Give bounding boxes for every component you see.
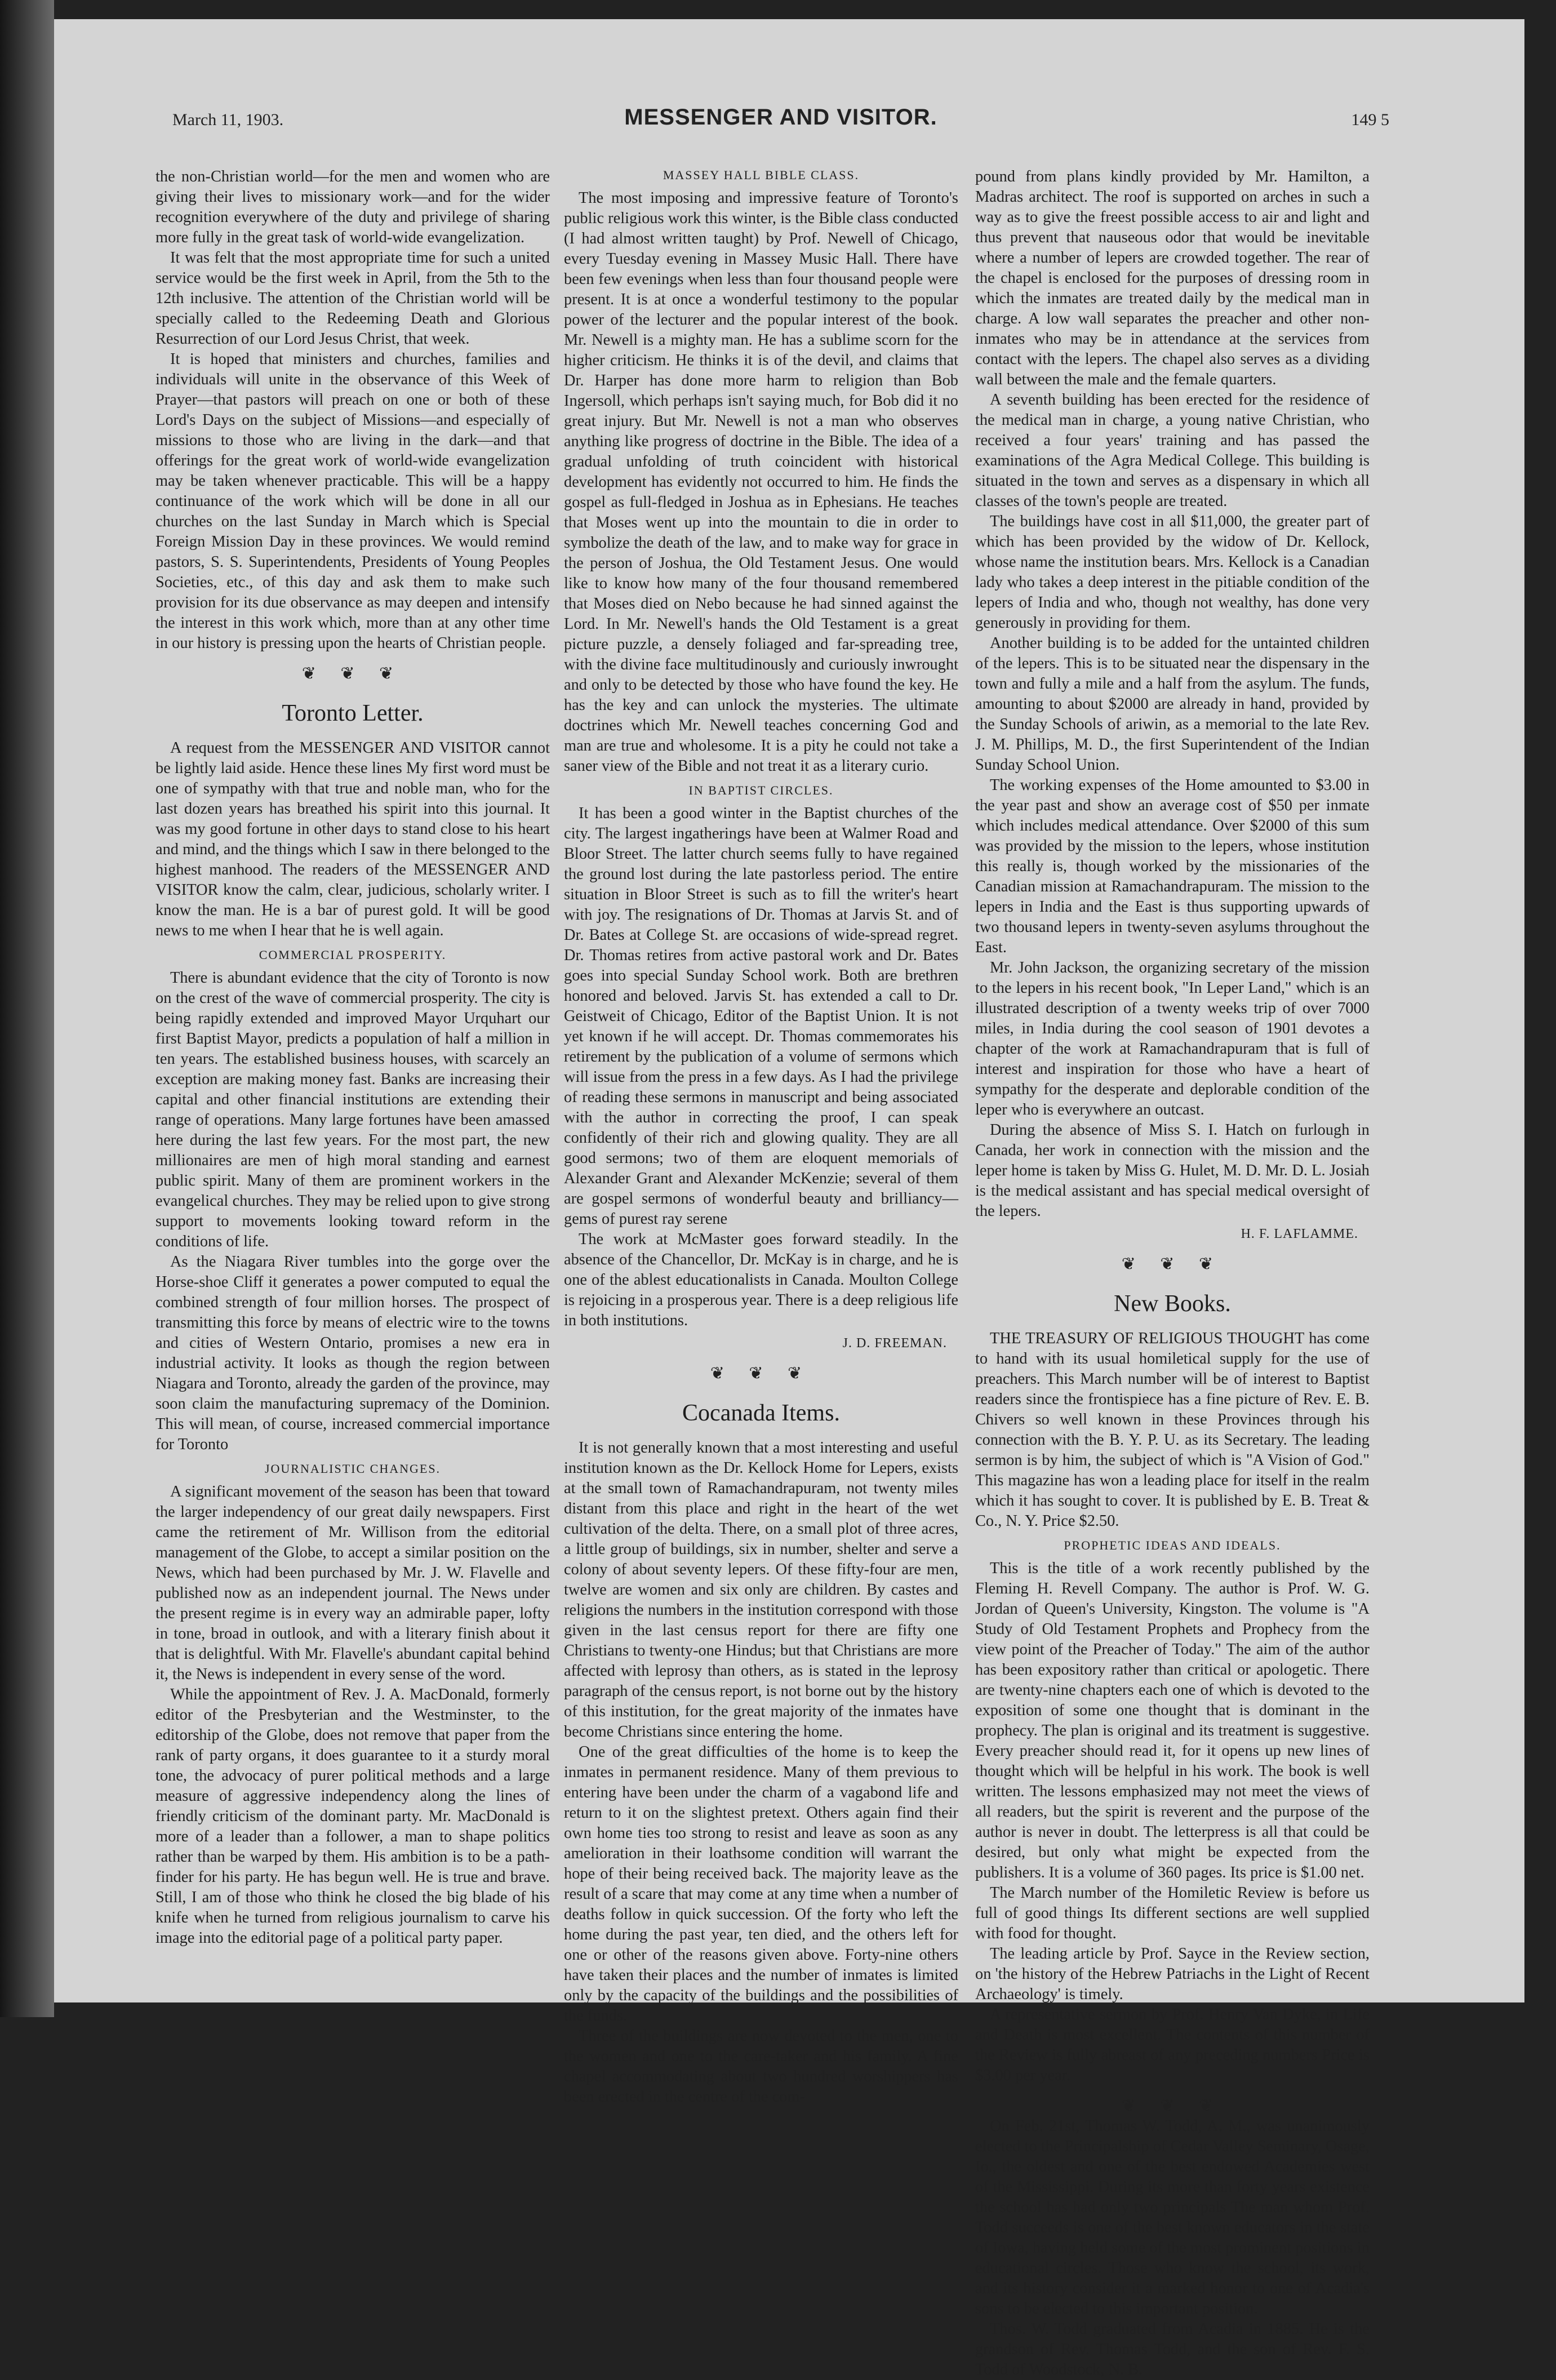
paragraph: There is abundant evidence that the city of Toronto is now on the crest of the wave of commercial prosperity. The city is being rapidly extended and improved Mayor Urquhart our first Baptist Mayor, predicts a population of half a million in ten years. The established business houses, with scarcely an exception are making money fast. Banks are increasing their capital and other financial institutions are extending their range of operations. Many large fortunes have been amassed here during the last few years. For the most part, the new millionaires are men of high moral standing and earnest public spirit. Many of them are prominent workers in the evangelical churches. They may be relied upon to give strong support to movements looking toward reform in the conditions of life.: [155, 969, 550, 1250]
paragraph: THE TREASURY OF RELIGIOUS THOUGHT has come to hand with its usual homiletical supply for the use of preachers. This March number will be of interest to Baptist readers since the frontispiece has a fine picture of Rev. E. B. Chivers so well known in these Provinces through his connection with the B. Y. P. U. as its Secretary. The leading sermon is by him, the subject of which is "A Vision of God." This magazine has won a leading place for itself in the realm which it has sought to cover. It is published by E. B. Treat & Co., N. Y. Price $2.50.: [975, 1330, 1370, 1530]
signature: J. D. FREEMAN.: [842, 1336, 947, 1351]
page-number: 149 5: [1351, 110, 1389, 129]
column-3: [975, 167, 1370, 2380]
paragraph: One of the great difficulties of the home is to keep the inmates in permanent residence. Many of them previous to entering have been under the charm of a vagabond life and return to it on the slightest pretext. Others again find their own home ties too strong to resist and leave as soon as any amelioration in their loathsome condition will warrant the hope of their being received back. The majority leave as the result of a scare that may come at any time when a number of deaths follow in quick succession. Of the forty who left the home during the past year, ten died, and the others left for one or other of the reasons given above. Forty-nine others have taken their places and the number of inmates is limited only by the capacity of the buildings and the possibilities of the funds.: [564, 1743, 958, 2024]
paragraph: Thos. W. Todd graduated from Acadia in 1885. He is the grandson of Rev. Thomas Todd, and the son of Rev. F. S. Todd of Woodstock, N. B.: [975, 2320, 1370, 2378]
paragraph: A request from the MESSENGER AND VISITOR cannot be lightly laid aside. Hence these lines My first word must be one of sympathy with that true and noble man, who for the last dozen years has breathed his spirit into this journal. It was my good fortune in other days to stand close to his heart and mind, and the things which I saw in there belonged to the highest manhood. The readers of the MESSENGER AND VISITOR know the calm, clear, judicious, scholarly writer. I know the man. He is a bar of purest gold. It will be good news to me when I hear that he is well again.: [155, 739, 550, 939]
paragraph: On Feb. 21st, Thomas W. Todd, A. M., was unanimously elected to the Principalship of Cedar Valley Seminary, Osage, Io., the oldest and one of the best endowed Academies west of the Mississippi. During its more than forty years existence the school has had only two principals The man whom Prof. Todd succeeds is one of the best known educators in the state of Iowa, having held some of the most prominent positions in educational circles. Those who know the school, its work, and its history consider it a marked honor to one of Acadia's sons to be elected to this important position.: [975, 2117, 1370, 2317]
ornament-divider: ❦ ❦ ❦: [301, 664, 404, 683]
new-books-title: New Books.: [1114, 1291, 1231, 1317]
paragraph: The March number of the Homiletic Review is before us full of good things Its different sections are well supplied with food for thought.: [975, 1884, 1370, 1942]
paragraph: Three of the buildings are now devoted to the men, one to the women and one to the care-taker and his family. A fine chapel accommodating about two hundred worshippers has been erected in the centre of the com-: [564, 2027, 958, 2106]
paragraph: pound from plans kindly provided by Mr. Hamilton, a Madras architect. The roof is supported on arches in such a way as to give the freest possible access to air and light and thus prevent that nauseous odor that would be inevitable where a number of lepers are crowded together. The rear of the chapel is enclosed for the purposes of dressing room in which the inmates are treated daily by the medical man in charge. A low wall separates the preacher and other non-inmates who may be in attendance at the services from contact with the lepers. The chapel also serves as a dividing wall between the male and the female quarters.: [975, 168, 1370, 388]
paragraph: Mr. John Jackson, the organizing secretary of the mission to the lepers in his recent book, "In Leper Land," which is an illustrated description of a twenty weeks trip of over 7000 miles, in India during the cool season of 1901 devotes a chapter of the work at Ramachandrapuram that is full of interest and inspiration for those who have a heart of sympathy for the desperate and deplorable condition of the leper who is everywhere an outcast.: [975, 959, 1370, 1118]
massey-hall-heading: MASSEY HALL BIBLE CLASS.: [663, 168, 860, 182]
paragraph: The buildings have cost in all $11,000, the greater part of which has been provided by the widow of Dr. Kellock, whose name the institution bears. Mrs. Kellock is a Canadian lady who takes a deep interest in the pitiable condition of the lepers of India and who, though not wealthy, has done very generously in providing for them.: [975, 513, 1370, 632]
paragraph: Another building is to be added for the untainted children of the lepers. This is to be situated near the dispensary in the town and fully a mile and a half from the asylum. The funds, amounting to about $2000 are already in hand, provided by the Sunday Schools of ariwin, as a memorial to the late Rev. J. M. Phillips, M. D., the first Superintendent of the Indian Sunday School Union.: [975, 634, 1370, 774]
cocanada-items-title: Cocanada Items.: [682, 1400, 840, 1426]
paragraph: While the appointment of Rev. J. A. MacDonald, formerly editor of the Presbyterian and the Westminster, to the editorship of the Globe, does not remove that paper from the rank of party organs, it does guarantee to it a sturdy moral tone, the advocacy of purer political methods and a large measure of aggressive independency along the lines of friendly criticism of the dominant party. Mr. MacDonald is more of a leader than a follower, a man to shape politics rather than be warped by them. His ambition is to be a path-finder for his party. He has begun well. He is true and brave. Still, I am of those who think he closed the big blade of his knife when he turned from religious journalism to carve his image into the editorial page of a political party paper.: [155, 1686, 550, 1947]
page-header: [172, 105, 1389, 139]
paragraph: The leading article by Prof. Sayce in the Review section, on 'the history of the Hebrew Patriachs in the Light of Recent Archaeology' is timely.: [975, 1945, 1370, 2003]
paragraph: A seventh building has been erected for the residence of the medical man in charge, a young native Christian, who received a four years' training and has passed the examinations of the Agra Medical College. This building is situated in the town and serves as a dispensary in which all classes of the town's people are treated.: [975, 391, 1370, 510]
baptist-circles-heading: IN BAPTIST CIRCLES.: [688, 783, 834, 797]
paragraph: The most imposing and impressive feature of Toronto's public religious work this winter, is the Bible class conducted (I had almost written taught) by Prof. Newell of Chicago, every Tuesday evening in Massey Music Hall. There have been few evenings when less than four thousand people were present. It is at once a wonderful testimony to the popular power of the lecturer and the popular interest of the book. Mr. Newell is a mighty man. He has a sublime scorn for the higher criticism. He thinks it is of the devil, and claims that Dr. Harper has done more harm to religion than Bob Ingersoll, which perhaps isn't saying much, for Bob did it no great injury. But Mr. Newell is not a man who observes anything like progress of doctrine in the Bible. The idea of a gradual unfolding of truth coincident with historical development has evidently not occurred to him. He finds the gospel as full-fledged in Joshua as in Ephesians. He teaches that Moses went up into the mountain to die in order to symbolize the death of the law, and to make way for grace in the person of Joshua, the Old Testament Jesus. One would like to know how many of the four thousand remembered that Moses died on Nebo because he had sinned against the Lord. In Mr. Newell's hands the Old Testament is a great picture puzzle, a densely foliaged and far-spreading tree, with the divine face multitudinously and curiously inwrought and only to be detected by those who have found the key. He has the key and can unlock the mysteries. The ultimate doctrines which Mr. Newell teaches concerning God and man are true and wholesome. It is a pity he could not take a saner view of the Bible and not treat it as a literary curio.: [564, 189, 958, 775]
journalistic-changes-heading: JOURNALISTIC CHANGES.: [264, 1462, 441, 1476]
paragraph: During the absence of Miss S. I. Hatch on furlough in Canada, her work in connection with the mission and the leper home is taken by Miss G. Hulet, M. D. Mr. D. L. Josiah is the medical assistant and has special medical oversight of the lepers.: [975, 1121, 1370, 1220]
prophetic-ideas-heading: PROPHETIC IDEAS AND IDEALS.: [1064, 1538, 1281, 1552]
issue-date: March 11, 1903.: [172, 110, 284, 129]
paragraph: It was felt that the most appropriate time for such a united service would be the first week in April, from the 5th to the 12th inclusive. The attention of the Christian world will be specially called to the Redeeming Death and Glorious Resurrection of our Lord Jesus Christ, that week.: [155, 249, 550, 348]
toronto-letter-title: Toronto Letter.: [282, 700, 424, 726]
paragraph: A representative sermon by Prof. Henry Van Dyke, in Life and Death is most excellent. The contents of this number of the Review is fully abreast of any preceding numbers Price is $3.00 per year.: [975, 2006, 1370, 2084]
paragraph: The working expenses of the Home amounted to $3.00 in the year past and show an average cost of $50 per inmate which includes medical attendance. Over $2000 of this sum was provided by the mission to the lepers, whose institution this really is, though worked by the missionaries of the Canadian mission at Ramachandrapuram. The mission to the lepers in India and the East is thus supporting upwards of two thousand lepers in twenty-seven asylums throughout the East.: [975, 776, 1370, 956]
binding-gutter: [0, 0, 54, 2017]
paragraph: This is the title of a work recently published by the Fleming H. Revell Company. The author is Prof. W. G. Jordan of Queen's University, Kingston. The volume is "A Study of Old Testament Prophets and Prophecy from the view point of the Preacher of Today." The aim of the author has been expository rather than critical or apologetic. There are twenty-nine chapters each one of which is devoted to the exposition of some one thought that is dominant in the prophecy. The plan is original and its treatment is suggestive. Every preacher should read it, for it opens up new lines of thought which will be helpful in his work. The book is well written. The lessons emphasized may not meet the views of all readers, but the spirit is reverent and the purpose of the author is never in doubt. The letterpress is all that could be desired, but only what might be expected from the publishers. It is a volume of 360 pages. Its price is $1.00 net.: [975, 1560, 1370, 1881]
newspaper-page: [54, 19, 1524, 2378]
column-2: [564, 167, 958, 2107]
signature: H. F. LAFLAMME.: [1241, 1227, 1358, 1241]
paragraph: As the Niagara River tumbles into the gorge over the Horse-shoe Cliff it generates a power computed to equal the combined strength of four million horses. The prospect of transmitting this force by means of electric wire to the towns and cities of Western Ontario, promises a new era in industrial activity. It looks as though the region between Niagara and Toronto, already the garden of the province, may soon claim the manufacturing supremacy of the Dominion. This will mean, of course, increased commercial importance for Toronto: [155, 1253, 550, 1453]
column-1: [155, 167, 550, 1948]
paragraph: It is not generally known that a most interesting and useful institution known as the Dr. Kellock Home for Lepers, exists at the small town of Ramachandrapuram, not twenty miles distant from this place and right in the heart of the wet cultivation of the delta. There, on a small plot of three acres, a little group of buildings, six in number, shelter and serve a colony of about seventy lepers. Of these fifty-four are men, twelve are women and six only are children. By castes and religions the numbers in the institution correspond with those given in the last census report for there are fifty one Christians to twenty-one Hindus; but that Christians are more affected with leprosy than others, as is stated in the leprosy paragraph of the census report, is not borne out by the history of this institution, for the great majority of the inmates have become Christians since entering the home.: [564, 1439, 958, 1740]
paragraph: It is hoped that ministers and churches, families and individuals will unite in the observance of this Week of Prayer—that pastors will preach on one or both of these Lord's Days on the subject of Missions—and especially of missions to those who are living in the dark—and that offerings for the great work of world-wide evangelization may be taken whenever practicable. This will be a happy continuance of the work which will be done in all our churches on the last Sunday in March which is Special Foreign Mission Day in these provinces. We would remind pastors, S. S. Superintendents, Presidents of Young Peoples Societies, etc., of this day and ask them to make such provision for its due observance as may deepen and intensify the interest in this work which, more than at any other time in our history is pressing upon the hearts of Christian people.: [155, 350, 550, 652]
masthead: MESSENGER AND VISITOR.: [624, 105, 937, 130]
ornament-divider: ❦ ❦ ❦: [710, 1364, 812, 1383]
commercial-prosperity-heading: COMMERCIAL PROSPERITY.: [259, 948, 447, 962]
ornament-divider: ❦ ❦ ❦: [1121, 1255, 1224, 1273]
paragraph: the non-Christian world—for the men and women who are giving their lives to missionary work—and for the wider recognition everywhere of the duty and privilege of sharing more fully in the great task of world-wide evangelization.: [155, 168, 550, 246]
paragraph: The work at McMaster goes forward steadily. In the absence of the Chancellor, Dr. McKay is in charge, and he is one of the ablest educationalists in Canada. Moulton College is rejoicing in a prosperous year. There is a deep religious life in both institutions.: [564, 1231, 958, 1329]
ornament-divider: ❦ ❦ ❦: [1121, 2097, 1224, 2115]
paragraph: It has been a good winter in the Baptist churches of the city. The largest ingatherings have been at Walmer Road and Bloor Street. The latter church seems fully to have regained the ground lost during the late pastorless period. The entire situation in Bloor Street is such as to fill the writer's heart with joy. The resignations of Dr. Thomas at Jarvis St. and of Dr. Bates at College St. are occasions of wide-spread regret. Dr. Thomas retires from active pastoral work and Dr. Bates goes into special Sunday School work. Both are brethren honored and beloved. Jarvis St. has extended a call to Dr. Geistweit of Chicago, Editor of the Baptist Union. It is not yet known if he will accept. Dr. Thomas commemorates his retirement by the publication of a volume of sermons which will issue from the press in a few days. As I had the privilege of reading these sermons in manuscript and being associated with the author in correcting the proof, I can speak confidently of their rich and glowing quality. They are all good sermons; two of them are eloquent memorials of Alexander Grant and Alexander McKenzie; several of them are gospel sermons of wonderful beauty and brilliancy—gems of purest ray serene: [564, 805, 958, 1228]
paragraph: A significant movement of the season has been that toward the larger independency of our great daily newspapers. First came the retirement of Mr. Willison from the editorial management of the Globe, to accept a similar position on the News, which had been purchased by Mr. J. W. Flavelle and published now as an independent journal. The News under the present regime is in every way an admirable paper, lofty in tone, broad in outlook, and with a literary finish about it that is delightful. With Mr. Flavelle's abundant capital behind it, the News is independent in every sense of the word.: [155, 1483, 550, 1683]
